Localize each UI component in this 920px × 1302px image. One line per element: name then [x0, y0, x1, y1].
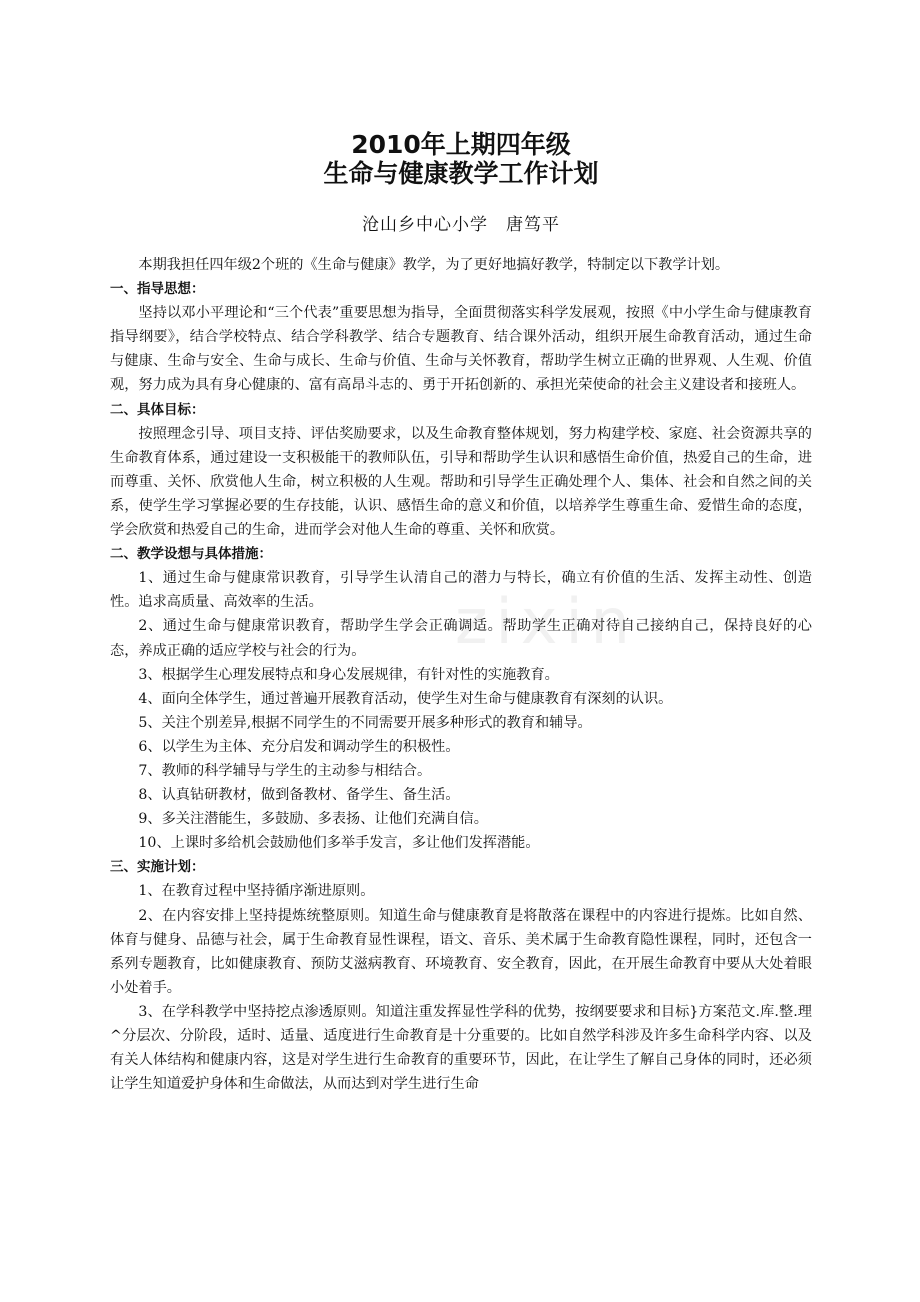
measure-item: 1、通过生命与健康常识教育，引导学生认清自己的潜力与特长，确立有价值的生活、发挥主动性、创造性。追求高质量、高效率的生活。	[110, 570, 812, 611]
guiding-paragraph: 坚持以邓小平理论和“三个代表”重要思想为指导，全面贯彻落实科学发展观，按照《中小学生命与健康教育指导纲要》，结合学校特点、结合学科教学、结合专题教育、结合课外活动，组织开展生命教育活动，通过生命与健康、生命与安全、生命与成长、生命与价值、生命与关怀教育，帮助学生树立正确的世界观、人生观、价值观，努力成为具有身心健康的、富有高昂斗志的、勇于开拓创新的、承担光荣使命的社会主义建设者和接班人。	[110, 305, 812, 394]
measure-item: 4、面向全体学生，通过普遍开展教育活动，使学生对生命与健康教育有深刻的认识。	[138, 690, 673, 707]
measure-item: 9、多关注潜能生，多鼓励、多表扬、让他们充满自信。	[138, 811, 488, 828]
measure-item: 8、认真钻研教材，做到备教材、备学生、备生活。	[138, 787, 460, 804]
section-heading-goals: 二、具体目标：	[110, 401, 205, 418]
intro-paragraph: 本期我担任四年级2个班的《生命与健康》教学，为了更好地搞好教学，特制定以下教学计划。	[138, 257, 730, 273]
plan-item: 3、在学科教学中坚持挖点渗透原则。知道注重发挥显性学科的优势，按纲要要求和目标}方案范文.库.整.理^分层次、分阶段，适时、适量、适度进行生命教育是十分重要的。比如自然学科涉及许多生命科学内容、以及有关人体结构和健康内容，这是对学生进行生命教育的重要环节，因此，在让学生了解自己身体的同时，还必须让学生知道爱护身体和生命做法，从而达到对学生进行生命	[110, 1003, 812, 1093]
section-heading-plan: 三、实施计划：	[110, 859, 205, 876]
section-heading-guiding: 一、指导思想：	[110, 281, 205, 298]
document-page	[110, 130, 812, 1096]
measure-item: 2、通过生命与健康常识教育，帮助学生学会正确调适。帮助学生正确对待自己接纳自己，保持良好的心态，养成正确的适应学校与社会的行为。	[110, 618, 812, 659]
author-line: 沧山乡中心小学 唐笃平	[362, 215, 560, 235]
goals-paragraph: 按照理念引导、项目支持、评估奖励要求，以及生命教育整体规划，努力构建学校、家庭、社会资源共享的生命教育体系，通过建设一支积极能干的教师队伍，引导和帮助学生认识和感悟生命价值，热爱自己的生命，进而尊重、关怀、欣赏他人生命，树立积极的人生观。帮助和引导学生正确处理个人、集体、社会和自然之间的关系，使学生学习掌握必要的生存技能，认识、感悟生命的意义和价值，以培养学生尊重生命、爱惜生命的态度，学会欣赏和热爱自己的生命，进而学会对他人生命的尊重、关怀和欣赏。	[110, 425, 812, 539]
measure-item: 6、以学生为主体、充分启发和调动学生的积极性。	[138, 738, 460, 755]
plan-item: 1、在教育过程中坚持循序渐进原则。	[138, 883, 375, 900]
watermark: zixin	[455, 585, 638, 658]
title-line-1: 2010年上期四年级	[351, 130, 571, 159]
section-heading-measures: 二、教学设想与具体措施：	[110, 546, 272, 563]
measure-item: 7、教师的科学辅导与学生的主动参与相结合。	[138, 762, 432, 779]
title-line-2: 生命与健康教学工作计划	[323, 159, 599, 188]
measure-item: 3、根据学生心理发展特点和身心发展规律，有针对性的实施教育。	[138, 666, 559, 683]
measure-item: 5、关注个别差异,根据不同学生的不同需要开展多种形式的教育和辅导。	[138, 714, 592, 731]
measure-item: 10、上课时多给机会鼓励他们多举手发言，多让他们发挥潜能。	[138, 835, 540, 852]
plan-item: 2、在内容安排上坚持提炼统整原则。知道生命与健康教育是将散落在课程中的内容进行提炼。比如自然、体育与健身、品德与社会，属于生命教育显性课程，语文、音乐、美术属于生命教育隐性课程，同时，还包含一系列专题教育，比如健康教育、预防艾滋病教育、环境教育、安全教育，因此，在开展生命教育中要从大处着眼小处着手。	[110, 907, 812, 996]
